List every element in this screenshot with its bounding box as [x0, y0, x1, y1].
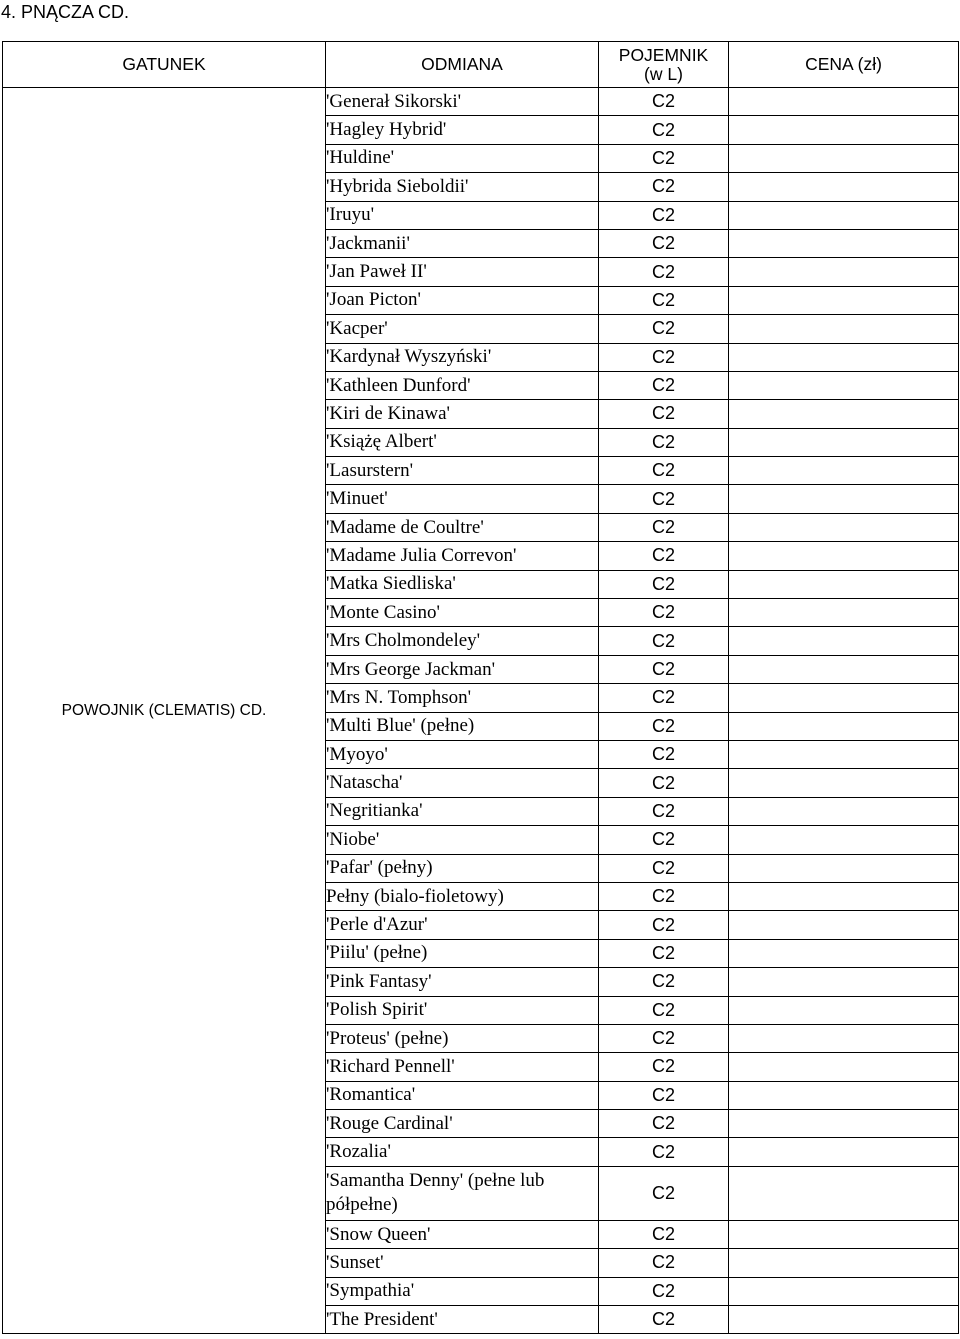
- price-cell: [729, 201, 959, 229]
- container-cell: C2: [599, 88, 729, 116]
- price-cell: [729, 513, 959, 541]
- price-cell: [729, 1277, 959, 1305]
- price-cell: [729, 599, 959, 627]
- price-cell: [729, 485, 959, 513]
- price-cell: [729, 882, 959, 910]
- variety-cell: 'Madame Julia Correvon': [326, 542, 599, 570]
- header-pojemnik: [599, 42, 729, 88]
- variety-cell: 'Pafar' (pełny): [326, 854, 599, 882]
- variety-cell: 'Richard Pennell': [326, 1053, 599, 1081]
- plant-price-table: [2, 41, 959, 1334]
- container-cell: C2: [599, 315, 729, 343]
- price-cell: [729, 343, 959, 371]
- variety-cell: 'Myoyo': [326, 740, 599, 768]
- variety-cell: 'The President': [326, 1306, 599, 1334]
- price-cell: [729, 740, 959, 768]
- price-cell: [729, 1220, 959, 1248]
- container-cell: C2: [599, 400, 729, 428]
- container-cell: C2: [599, 882, 729, 910]
- container-cell: C2: [599, 286, 729, 314]
- container-cell: C2: [599, 655, 729, 683]
- variety-cell: 'Niobe': [326, 826, 599, 854]
- container-cell: C2: [599, 144, 729, 172]
- container-cell: C2: [599, 627, 729, 655]
- variety-cell: 'Joan Picton': [326, 286, 599, 314]
- price-cell: [729, 1138, 959, 1166]
- price-cell: [729, 400, 959, 428]
- price-cell: [729, 627, 959, 655]
- container-cell: C2: [599, 854, 729, 882]
- container-cell: C2: [599, 343, 729, 371]
- variety-cell: 'Proteus' (pełne): [326, 1024, 599, 1052]
- variety-cell: 'Snow Queen': [326, 1220, 599, 1248]
- price-cell: [729, 144, 959, 172]
- price-cell: [729, 684, 959, 712]
- variety-cell: 'Madame de Coultre': [326, 513, 599, 541]
- variety-cell: 'Negritianka': [326, 797, 599, 825]
- variety-cell: 'Rouge Cardinal': [326, 1110, 599, 1138]
- variety-cell: 'Generał Sikorski': [326, 88, 599, 116]
- container-cell: C2: [599, 1024, 729, 1052]
- variety-cell: 'Mrs N. Tomphson': [326, 684, 599, 712]
- section-title: 4. PNĄCZA CD.: [1, 2, 130, 22]
- price-cell: [729, 655, 959, 683]
- price-cell: [729, 229, 959, 257]
- price-cell: [729, 173, 959, 201]
- header-gatunek: GATUNEK: [3, 42, 326, 88]
- price-cell: [729, 1249, 959, 1277]
- price-cell: [729, 826, 959, 854]
- price-cell: [729, 457, 959, 485]
- container-cell: C2: [599, 1249, 729, 1277]
- container-cell: C2: [599, 1277, 729, 1305]
- price-cell: [729, 1166, 959, 1220]
- variety-cell: Pełny (bialo-fioletowy): [326, 882, 599, 910]
- variety-cell: 'Mrs Cholmondeley': [326, 627, 599, 655]
- variety-cell: 'Sympathia': [326, 1277, 599, 1305]
- container-cell: C2: [599, 513, 729, 541]
- price-cell: [729, 315, 959, 343]
- container-cell: C2: [599, 570, 729, 598]
- price-cell: [729, 1024, 959, 1052]
- container-cell: C2: [599, 485, 729, 513]
- variety-cell: 'Jackmanii': [326, 229, 599, 257]
- container-cell: C2: [599, 201, 729, 229]
- price-cell: [729, 1053, 959, 1081]
- container-cell: C2: [599, 258, 729, 286]
- price-cell: [729, 88, 959, 116]
- container-cell: C2: [599, 1053, 729, 1081]
- header-cena: CENA (zł): [729, 42, 959, 88]
- genus-cell: POWOJNIK (CLEMATIS) CD.: [3, 88, 326, 1334]
- price-cell: [729, 712, 959, 740]
- price-cell: [729, 769, 959, 797]
- price-cell: [729, 371, 959, 399]
- container-cell: C2: [599, 968, 729, 996]
- price-cell: [729, 258, 959, 286]
- container-cell: C2: [599, 712, 729, 740]
- variety-cell: 'Hagley Hybrid': [326, 116, 599, 144]
- variety-cell: 'Piilu' (pełne): [326, 939, 599, 967]
- container-cell: C2: [599, 1220, 729, 1248]
- variety-cell: 'Matka Siedliska': [326, 570, 599, 598]
- container-cell: C2: [599, 996, 729, 1024]
- container-cell: C2: [599, 797, 729, 825]
- container-cell: C2: [599, 229, 729, 257]
- variety-cell: 'Minuet': [326, 485, 599, 513]
- variety-cell: 'Romantica': [326, 1081, 599, 1109]
- header-odmiana: ODMIANA: [326, 42, 599, 88]
- price-cell: [729, 116, 959, 144]
- header-pojemnik-line2: (w L): [644, 63, 683, 84]
- price-cell: [729, 286, 959, 314]
- container-cell: C2: [599, 599, 729, 627]
- price-cell: [729, 542, 959, 570]
- variety-cell: 'Iruyu': [326, 201, 599, 229]
- variety-cell: 'Monte Casino': [326, 599, 599, 627]
- price-cell: [729, 1081, 959, 1109]
- container-cell: C2: [599, 1306, 729, 1334]
- variety-cell: 'Multi Blue' (pełne): [326, 712, 599, 740]
- container-cell: C2: [599, 542, 729, 570]
- price-cell: [729, 996, 959, 1024]
- price-cell: [729, 968, 959, 996]
- variety-cell: 'Hybrida Sieboldii': [326, 173, 599, 201]
- container-cell: C2: [599, 1166, 729, 1220]
- variety-cell: 'Mrs George Jackman': [326, 655, 599, 683]
- price-cell: [729, 911, 959, 939]
- header-row: [3, 42, 959, 88]
- variety-cell: 'Sunset': [326, 1249, 599, 1277]
- container-cell: C2: [599, 769, 729, 797]
- container-cell: C2: [599, 1110, 729, 1138]
- container-cell: C2: [599, 1138, 729, 1166]
- variety-cell: 'Książę Albert': [326, 428, 599, 456]
- container-cell: C2: [599, 911, 729, 939]
- container-cell: C2: [599, 457, 729, 485]
- variety-cell: 'Polish Spirit': [326, 996, 599, 1024]
- variety-cell: 'Huldine': [326, 144, 599, 172]
- variety-cell: 'Samantha Denny' (pełne lub półpełne): [326, 1166, 599, 1220]
- variety-cell: 'Jan Paweł II': [326, 258, 599, 286]
- container-cell: C2: [599, 740, 729, 768]
- table-row: [3, 88, 959, 116]
- container-cell: C2: [599, 684, 729, 712]
- container-cell: C2: [599, 173, 729, 201]
- container-cell: C2: [599, 371, 729, 399]
- container-cell: C2: [599, 939, 729, 967]
- container-cell: C2: [599, 826, 729, 854]
- price-cell: [729, 1110, 959, 1138]
- variety-cell: 'Kathleen Dunford': [326, 371, 599, 399]
- container-cell: C2: [599, 116, 729, 144]
- container-cell: C2: [599, 1081, 729, 1109]
- variety-cell: 'Rozalia': [326, 1138, 599, 1166]
- variety-cell: 'Lasurstern': [326, 457, 599, 485]
- variety-cell: 'Kardynał Wyszyński': [326, 343, 599, 371]
- variety-cell: 'Pink Fantasy': [326, 968, 599, 996]
- price-cell: [729, 939, 959, 967]
- variety-cell: 'Perle d'Azur': [326, 911, 599, 939]
- container-cell: C2: [599, 428, 729, 456]
- variety-cell: 'Kiri de Kinawa': [326, 400, 599, 428]
- price-cell: [729, 1306, 959, 1334]
- price-cell: [729, 854, 959, 882]
- header-pojemnik-line1: POJEMNIK: [618, 44, 709, 65]
- price-cell: [729, 570, 959, 598]
- variety-cell: 'Natascha': [326, 769, 599, 797]
- variety-cell: 'Kacper': [326, 315, 599, 343]
- price-cell: [729, 428, 959, 456]
- price-cell: [729, 797, 959, 825]
